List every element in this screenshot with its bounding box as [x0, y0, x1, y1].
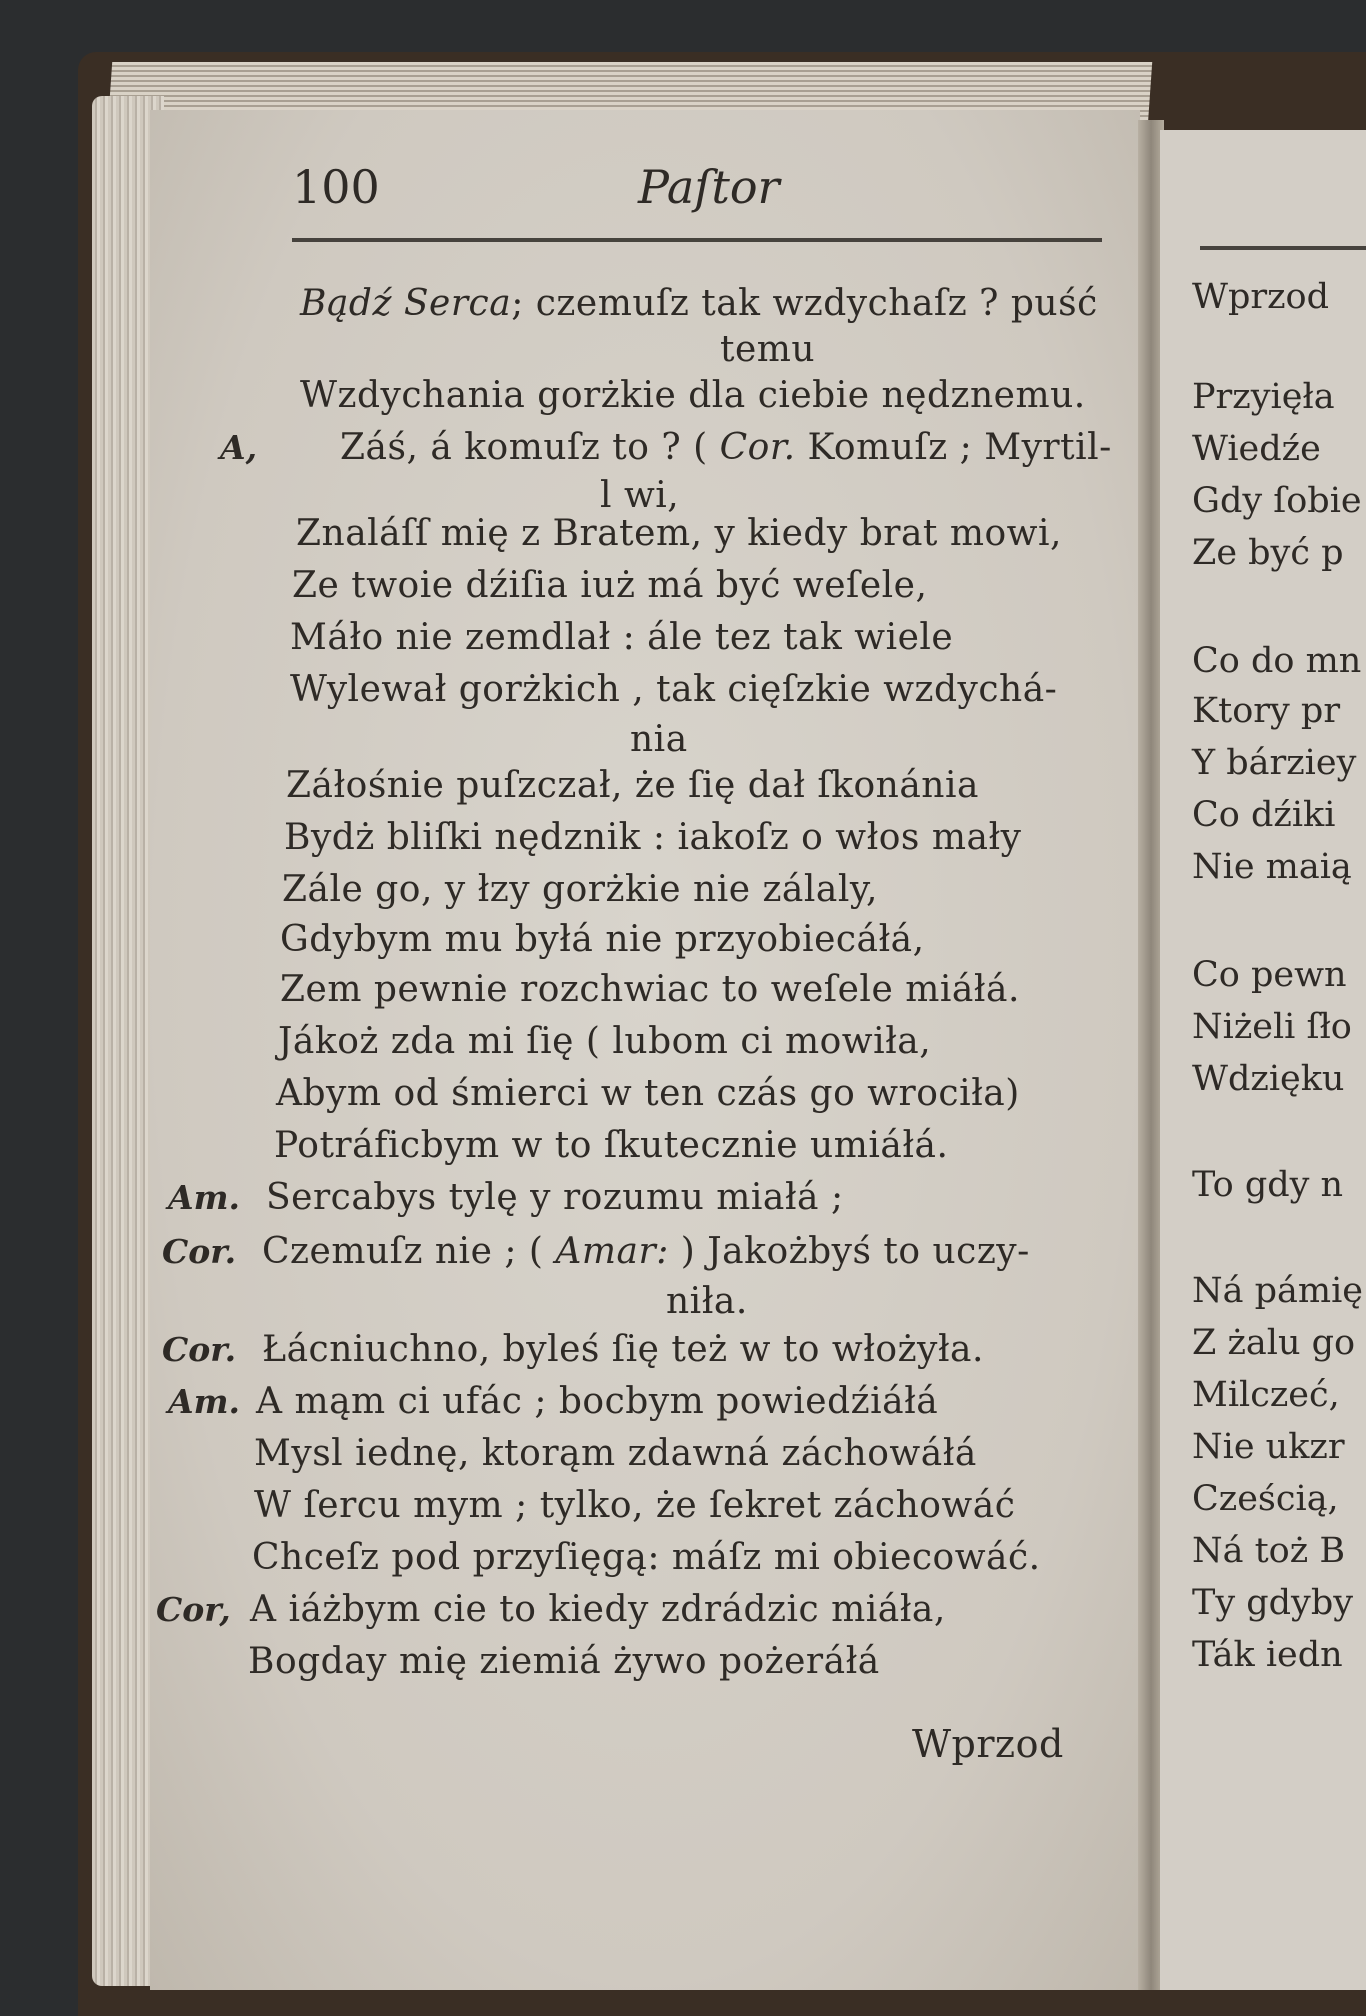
verse-text: Abym od śmierci w ten czás go wrociła)	[276, 1073, 1020, 1114]
speaker-label: Cor.	[162, 1330, 237, 1369]
right-verse-line: Ty gdyby	[1192, 1583, 1354, 1623]
right-verse-line: Co do mn	[1192, 641, 1362, 681]
verse-text: Wylewał gorżkich , tak cięſzkie wzdychá-	[290, 669, 1058, 710]
verse-line	[280, 964, 1020, 1016]
verse-line	[266, 1172, 844, 1224]
verse-line	[630, 714, 688, 766]
right-verse-line: Wdzięku	[1192, 1059, 1345, 1099]
right-verse-line: Wiedźe	[1192, 429, 1321, 469]
right-verse-line: Co dźiki	[1192, 795, 1336, 835]
verse-text: Mysl iednę, ktorąm zdawná záchowáłá	[254, 1433, 977, 1474]
right-verse-line: Ze być p	[1192, 533, 1344, 573]
right-verse-line: Z żalu go	[1192, 1323, 1356, 1363]
right-verse-line: Nie maią	[1192, 847, 1352, 887]
verse-line	[300, 370, 1086, 422]
verse-text: ; czemuſz tak wzdychaſz ? puść	[511, 283, 1098, 324]
verse-line	[280, 914, 925, 966]
speaker-label: Cor.	[162, 1232, 237, 1271]
verse-line	[290, 664, 1057, 716]
verse-text: A mąm ci ufác ; bocbym powiedźiáłá	[256, 1381, 939, 1422]
verse-line	[254, 1480, 1015, 1532]
right-verse-line: Ták iedn	[1192, 1635, 1343, 1675]
verse-line	[262, 1226, 1030, 1278]
verse-line	[286, 760, 979, 812]
verse-text: Znaláſſ mię z Bratem, y kiedy brat mowi,	[296, 513, 1062, 554]
verse-text: temu	[720, 329, 816, 370]
right-verse-line: Gdy ſobie	[1192, 481, 1362, 521]
speaker-label: Cor,	[156, 1590, 231, 1629]
verse-text: Sercabys tylę y rozumu miałá ;	[266, 1177, 844, 1218]
verse-lead: Záś, á komuſz to ? (	[340, 427, 708, 468]
verse-text: Záłośnie puſzczał, że ſię dał ſkonánia	[286, 765, 979, 806]
right-verse-line: Ktory pr	[1192, 691, 1341, 731]
verse-line	[296, 508, 1062, 560]
right-verse-line: Nie ukzr	[1192, 1427, 1345, 1467]
right-verse-line: Ná toż B	[1192, 1531, 1346, 1571]
verse-text: Zále go, y łzy gorżkie nie zálaly,	[282, 869, 878, 910]
verse-line	[282, 864, 878, 916]
verse-text: Potráficbym w to ſkutecznie umiáłá.	[274, 1125, 949, 1166]
verse-text: A iáżbym cie to kiedy zdrádzic miáła,	[250, 1589, 946, 1630]
right-verse-line: Co pewn	[1192, 955, 1347, 995]
verse-text: Komuſz ; Myrtil-	[807, 427, 1112, 468]
verse-line	[274, 1120, 948, 1172]
verse-line	[292, 560, 927, 612]
verse-line	[256, 1376, 938, 1428]
verse-line	[300, 278, 1098, 330]
page-number: 100	[292, 160, 380, 214]
verse-lead: Czemuſz nie ; (	[262, 1231, 544, 1272]
right-verse-line: Y bárziey	[1192, 743, 1357, 783]
speaker-label: Am.	[168, 1178, 241, 1217]
verse-text: ) Jakożbyś to uczy-	[680, 1231, 1030, 1272]
verse-line	[248, 1636, 880, 1688]
verse-text: Máło nie zemdlał : ále tez tak wiele	[290, 617, 954, 658]
right-verse-line: Niżeli ſło	[1192, 1007, 1352, 1047]
verse-line	[720, 324, 815, 376]
verse-text: niła.	[666, 1281, 748, 1322]
right-verse-line: Ná pámię	[1192, 1271, 1363, 1311]
verse-lead: Bądź Serca	[300, 283, 512, 324]
verse-text: Ze twoie dźiſia iuż má być weſele,	[292, 565, 928, 606]
verse-line	[340, 422, 1112, 474]
speaker-cue: Amar:	[543, 1231, 681, 1272]
verse-line	[276, 1068, 1020, 1120]
verse-line	[250, 1584, 946, 1636]
verse-text: nia	[630, 719, 688, 760]
catchword: Wprzod	[912, 1722, 1064, 1766]
verse-line	[290, 612, 953, 664]
running-title: Paſtor	[638, 160, 780, 214]
verse-line	[278, 1016, 931, 1068]
verse-text: Bydż bliſki nędznik : iakoſz o włos mały	[284, 817, 1022, 858]
verse-line	[666, 1276, 748, 1328]
speaker-label: A,	[220, 428, 258, 467]
verse-line	[262, 1324, 984, 1376]
verse-text: Chceſz pod przyſięgą: máſz mi obiecowáć.	[252, 1537, 1041, 1578]
verse-text: Bogday mię ziemiá żywo pożeráłá	[248, 1641, 880, 1682]
verse-text: Łácniuchno, byleś ſię też w to włożyła.	[262, 1329, 984, 1370]
verse-line	[254, 1428, 977, 1480]
speaker-label: Am.	[168, 1382, 241, 1421]
verse-text: Jákoż zda mi ſię ( lubom ci mowiła,	[278, 1021, 932, 1062]
verse-text: Zem pewnie rozchwiac to weſele miáłá.	[280, 969, 1020, 1010]
verse-text: Gdybym mu byłá nie przyobiecáłá,	[280, 919, 925, 960]
right-verse-line: Cześcią,	[1192, 1479, 1339, 1519]
verse-text: l wi,	[600, 475, 680, 516]
right-verse-line: Milczeć,	[1192, 1375, 1340, 1415]
header-rule	[292, 238, 1102, 242]
right-verse-line: To gdy n	[1192, 1165, 1344, 1205]
speaker-cue: Cor.	[707, 427, 808, 468]
right-verse-line: Przyięła	[1192, 377, 1335, 417]
verse-text: Wzdychania gorżkie dla ciebie nędznemu.	[300, 375, 1086, 416]
verse-line	[284, 812, 1021, 864]
verse-text: W ſercu mym ; tylko, że ſekret záchowáć	[254, 1485, 1016, 1526]
header-rule-right	[1200, 246, 1366, 250]
verse-line	[252, 1532, 1041, 1584]
right-verse-line: Wprzod	[1192, 277, 1330, 317]
